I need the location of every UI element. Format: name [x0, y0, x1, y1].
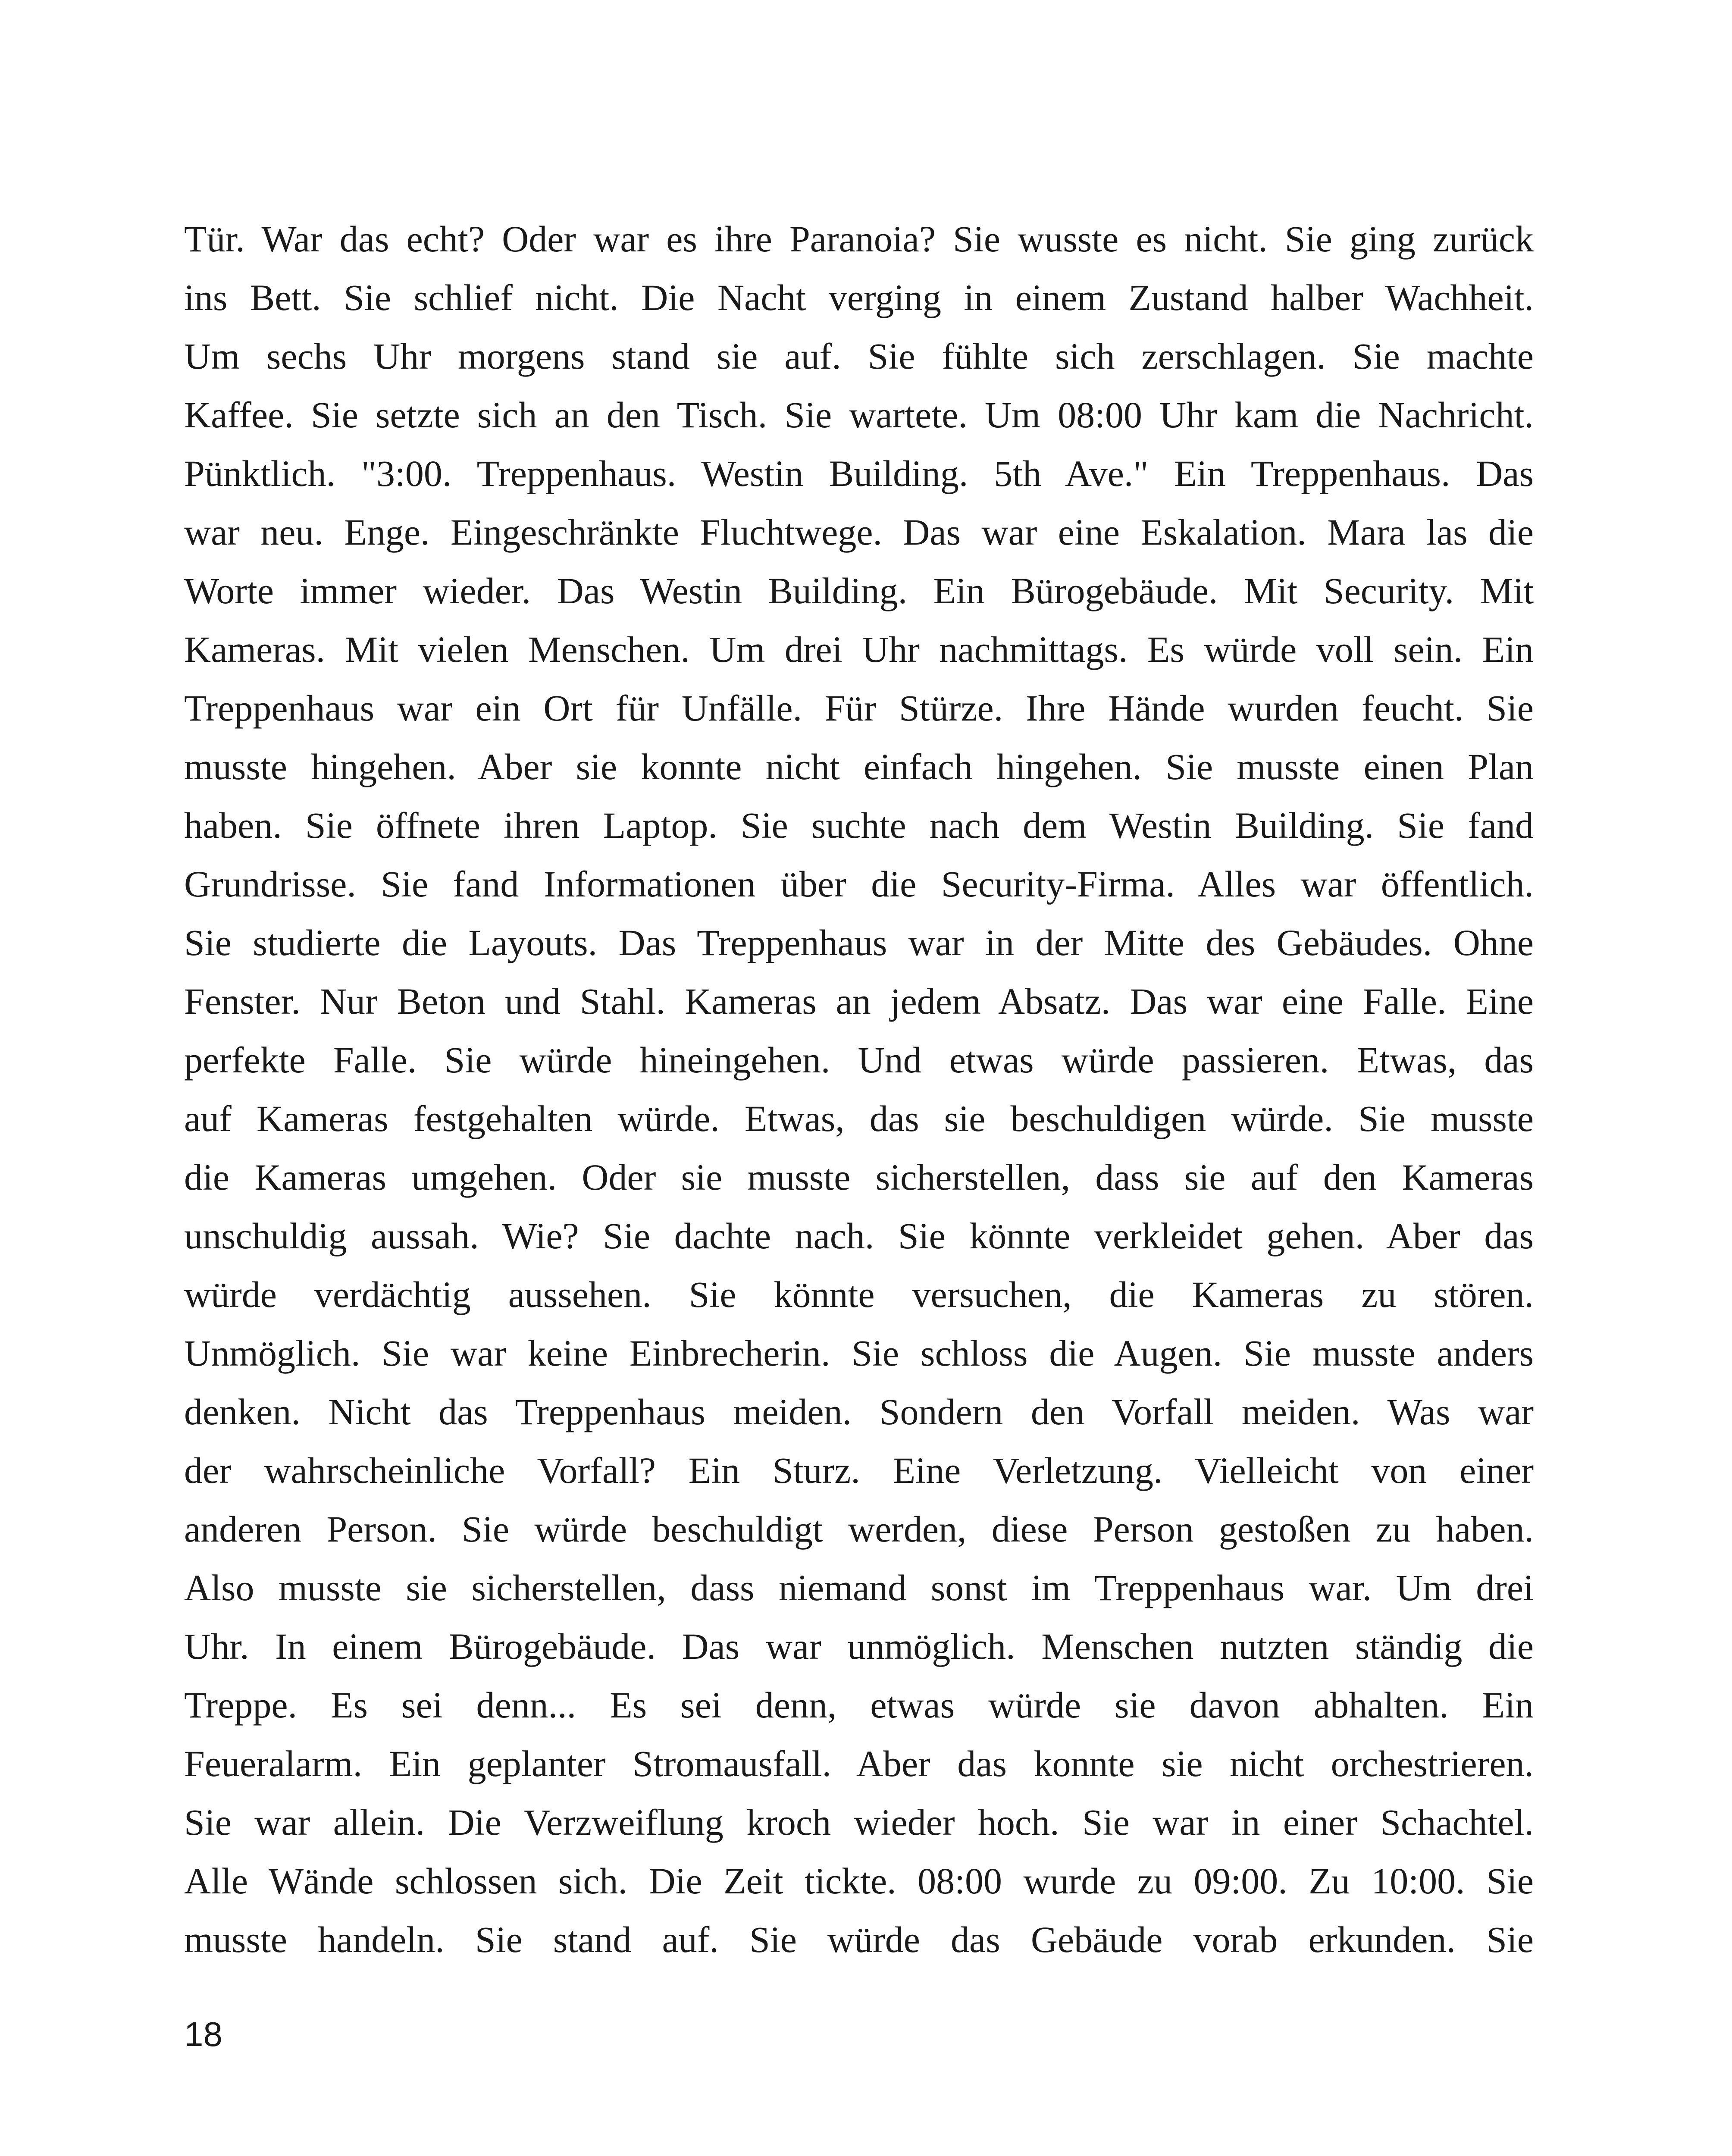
text-line: Kameras. Mit vielen Menschen. Um drei Uhr nachmittags. Es würde voll sein. Ein [184, 629, 1534, 670]
text-line: Sie studierte die Layouts. Das Treppenhaus war in der Mitte des Gebäudes. Ohne [184, 922, 1534, 963]
text-line: Treppe. Es sei denn... Es sei denn, etwas würde sie davon abhalten. Ein [184, 1684, 1534, 1726]
text-line: musste handeln. Sie stand auf. Sie würde das Gebäude vorab erkunden. Sie [184, 1919, 1534, 1960]
text-line: Feueralarm. Ein geplanter Stromausfall. Aber das konnte sie nicht orchestrieren. [184, 1743, 1534, 1784]
text-line: Sie war allein. Die Verzweiflung kroch wieder hoch. Sie war in einer Schachtel. [184, 1802, 1534, 1843]
text-line: Worte immer wieder. Das Westin Building. Ein Bürogebäude. Mit Security. Mit [184, 570, 1534, 611]
text-line: Also musste sie sicherstellen, dass niemand sonst im Treppenhaus war. Um drei [184, 1567, 1534, 1608]
text-line: Unmöglich. Sie war keine Einbrecherin. Sie schloss die Augen. Sie musste anders [184, 1332, 1534, 1374]
text-line: anderen Person. Sie würde beschuldigt werden, diese Person gestoßen zu haben. [184, 1508, 1534, 1550]
text-line: war neu. Enge. Eingeschränkte Fluchtwege. Das war eine Eskalation. Mara las die [184, 511, 1534, 553]
text-line: Fenster. Nur Beton und Stahl. Kameras an jedem Absatz. Das war eine Falle. Eine [184, 981, 1534, 1022]
text-line: perfekte Falle. Sie würde hineingehen. Und etwas würde passieren. Etwas, das [184, 1039, 1534, 1081]
text-line: Tür. War das echt? Oder war es ihre Paranoia? Sie wusste es nicht. Sie ging zurück [184, 218, 1534, 260]
text-line: Alle Wände schlossen sich. Die Zeit tickte. 08:00 wurde zu 09:00. Zu 10:00. Sie [184, 1860, 1534, 1902]
text-line: Uhr. In einem Bürogebäude. Das war unmöglich. Menschen nutzten ständig die [184, 1626, 1534, 1667]
text-line: die Kameras umgehen. Oder sie musste sicherstellen, dass sie auf den Kameras [184, 1156, 1534, 1198]
text-line: denken. Nicht das Treppenhaus meiden. Sondern den Vorfall meiden. Was war [184, 1391, 1534, 1432]
text-line: der wahrscheinliche Vorfall? Ein Sturz. Eine Verletzung. Vielleicht von einer [184, 1450, 1534, 1491]
text-line: würde verdächtig aussehen. Sie könnte versuchen, die Kameras zu stören. [184, 1274, 1534, 1315]
page-number: 18 [184, 2015, 222, 2053]
text-line: unschuldig aussah. Wie? Sie dachte nach. Sie könnte verkleidet gehen. Aber das [184, 1215, 1534, 1257]
text-line: Pünktlich. "3:00. Treppenhaus. Westin Building. 5th Ave." Ein Treppenhaus. Das [184, 453, 1534, 494]
text-line: Kaffee. Sie setzte sich an den Tisch. Sie wartete. Um 08:00 Uhr kam die Nachricht. [184, 394, 1534, 436]
text-line: Um sechs Uhr morgens stand sie auf. Sie fühlte sich zerschlagen. Sie machte [184, 335, 1534, 377]
text-line: haben. Sie öffnete ihren Laptop. Sie suchte nach dem Westin Building. Sie fand [184, 805, 1534, 846]
text-line: Treppenhaus war ein Ort für Unfälle. Für Stürze. Ihre Hände wurden feucht. Sie [184, 687, 1534, 729]
text-line: Grundrisse. Sie fand Informationen über die Security-Firma. Alles war öffentlich. [184, 863, 1534, 905]
text-line: auf Kameras festgehalten würde. Etwas, das sie beschuldigen würde. Sie musste [184, 1098, 1534, 1139]
text-line: ins Bett. Sie schlief nicht. Die Nacht verging in einem Zustand halber Wachheit. [184, 277, 1534, 318]
text-line: musste hingehen. Aber sie konnte nicht einfach hingehen. Sie musste einen Plan [184, 746, 1534, 787]
body-text [184, 210, 1534, 1969]
